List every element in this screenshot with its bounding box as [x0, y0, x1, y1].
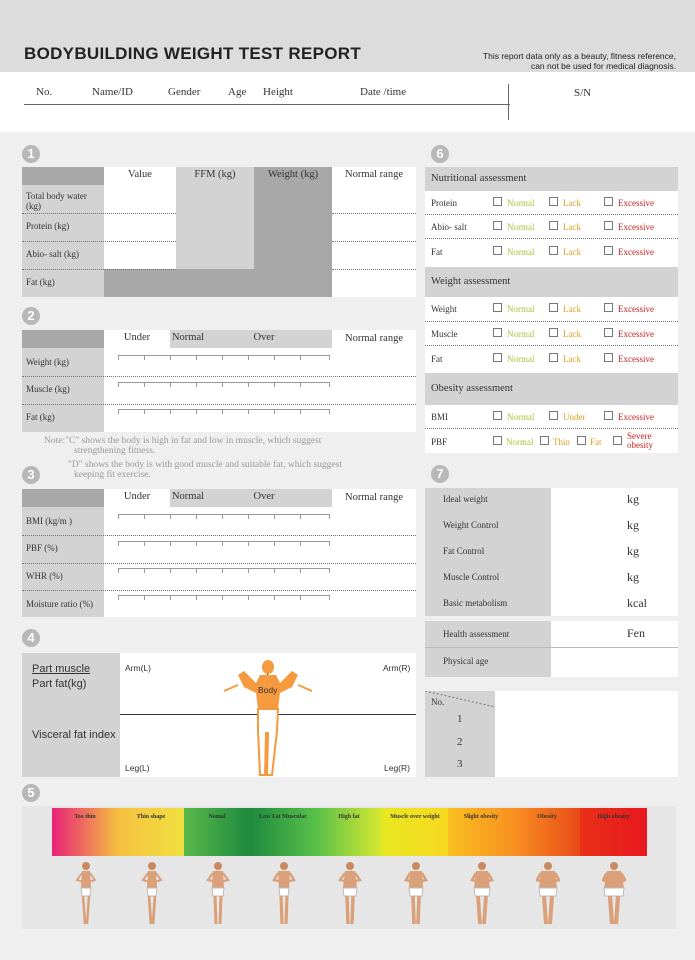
s1-col-value: Value — [128, 169, 152, 180]
section-5-number: 5 — [22, 784, 40, 802]
weight-fat-excessive-label: Excessive — [618, 354, 654, 364]
s2-divider — [22, 404, 416, 405]
disclaimer-line1: This report data only as a beauty, fitness reference, — [482, 51, 676, 61]
s2-note-c — [44, 436, 321, 456]
body-type-figures — [52, 860, 647, 926]
section-4-panel — [22, 653, 416, 777]
s4-arm-left: Arm(L) — [125, 663, 151, 673]
s6-nutrition-title: Nutritional assessment — [431, 173, 527, 184]
s3-col-range: Normal range — [344, 492, 404, 503]
pbf-normal-label: Normal — [506, 437, 534, 447]
pbf-thin-checkbox[interactable] — [540, 436, 549, 445]
weight-fat-lack-checkbox[interactable] — [549, 353, 558, 362]
muscle-normal-label: Normal — [507, 329, 535, 339]
s7-ideal-weight-unit: kg — [627, 492, 639, 506]
bmi-normal-label: Normal — [507, 412, 535, 422]
s2-note-d-line2: keeping fit exercise. — [74, 470, 151, 480]
s3-pbf-scale — [118, 541, 330, 549]
scale-high-obesity: High obesity — [580, 808, 647, 856]
s7-history-panel — [425, 691, 678, 777]
s3-col-normal: Normal — [171, 491, 205, 502]
s2-note-d — [68, 460, 342, 480]
scale-too-thin: Too thin — [52, 808, 118, 856]
s1-divider — [332, 241, 416, 242]
section-1-number: 1 — [22, 145, 40, 163]
pbf-severe-label — [627, 432, 653, 450]
s3-whr-scale — [118, 568, 330, 576]
s4-leg-left: Leg(L) — [125, 763, 150, 773]
s1-fat-row-fill — [104, 269, 332, 297]
s7-muscle-control-unit: kg — [627, 570, 639, 584]
info-divider — [508, 84, 509, 120]
s7-health-assessment: Health assessment — [443, 629, 510, 639]
figure-too-thin-icon — [74, 860, 98, 926]
s2-note-c-line1: Note:"C" shows the body is high in fat and low in muscle, which suggest — [44, 436, 322, 446]
scale-thin-shape: Thin shape — [118, 808, 184, 856]
s6-weight-label: Weight — [431, 304, 457, 314]
s3-divider — [22, 590, 416, 591]
section-6-panel — [425, 167, 678, 453]
section-7-number: 7 — [431, 465, 449, 483]
scale-low-fat-muscular: Low Fat Muscular — [250, 808, 316, 856]
s6-divider — [425, 428, 678, 429]
s2-weight-scale — [118, 355, 330, 363]
s2-muscle-scale — [118, 382, 330, 390]
s1-divider — [22, 241, 176, 242]
s6-obesity-title: Obesity assessment — [431, 383, 513, 394]
salt-lack-label: Lack — [563, 222, 581, 232]
field-gender: Gender — [168, 86, 201, 98]
salt-normal-checkbox[interactable] — [493, 221, 502, 230]
s2-col-over: Over — [253, 332, 275, 343]
s1-divider — [22, 269, 176, 270]
s1-corner — [22, 167, 104, 185]
s4-body-label: Body — [258, 685, 278, 695]
figure-low-fat-muscular-icon — [272, 860, 296, 926]
s7-basic-metabolism-unit: kcal — [627, 596, 647, 610]
s6-salt-label: Abio- salt — [431, 222, 467, 232]
figure-normal-icon — [206, 860, 230, 926]
section-6-number: 6 — [431, 145, 449, 163]
weight-excessive-label: Excessive — [618, 304, 654, 314]
s2-fat-scale — [118, 409, 330, 417]
figure-high-fat-icon — [338, 860, 362, 926]
field-date: Date /time — [360, 86, 407, 98]
s7-row-3: 3 — [457, 758, 463, 770]
s2-col-range: Normal range — [344, 333, 404, 344]
s1-col-weight: Weight (kg) — [267, 169, 319, 180]
weight-fat-excessive-checkbox[interactable] — [604, 353, 613, 362]
scale-high-fat: High fat — [316, 808, 382, 856]
s6-divider — [425, 345, 678, 346]
section-3-number: 3 — [22, 466, 40, 484]
s4-arm-right: Arm(R) — [383, 663, 411, 673]
s4-visceral: Visceral fat index — [32, 729, 116, 741]
protein-normal-checkbox[interactable] — [493, 197, 502, 206]
s1-row-protein: Protein (kg) — [26, 221, 70, 231]
section-7-panel — [425, 488, 678, 616]
report-title: BODYBUILDING WEIGHT TEST REPORT — [24, 44, 362, 63]
s2-col-normal: Normal — [171, 332, 205, 343]
s1-row-water: Total body water (kg) — [26, 191, 87, 211]
s6-weight-title: Weight assessment — [431, 276, 511, 287]
s7-health-value: Fen — [627, 626, 645, 640]
s7-health-divider — [425, 647, 678, 648]
s2-corner — [22, 330, 104, 348]
s6-divider — [425, 214, 678, 215]
weight-normal-label: Normal — [507, 304, 535, 314]
section-1-panel — [22, 167, 416, 297]
s1-ffm-col — [176, 167, 254, 269]
muscle-normal-checkbox[interactable] — [493, 328, 502, 337]
bmi-under-checkbox[interactable] — [549, 411, 558, 420]
s7-row-1: 1 — [457, 713, 463, 725]
s1-col-ffm: FFM (kg) — [194, 169, 236, 180]
pbf-severe-checkbox[interactable] — [613, 436, 622, 445]
s6-divider — [425, 321, 678, 322]
bmi-excessive-checkbox[interactable] — [604, 411, 613, 420]
pbf-fat-checkbox[interactable] — [577, 436, 586, 445]
body-figure-icon — [220, 657, 316, 777]
s2-row-fat: Fat (kg) — [26, 412, 55, 422]
salt-normal-label: Normal — [507, 222, 535, 232]
s7-row-2: 2 — [457, 736, 463, 748]
s3-divider — [22, 563, 416, 564]
s6-divider — [425, 238, 678, 239]
nutrition-fat-excessive-checkbox[interactable] — [604, 246, 613, 255]
s7-fat-control-unit: kg — [627, 544, 639, 558]
bmi-under-label: Under — [563, 412, 586, 422]
muscle-lack-checkbox[interactable] — [549, 328, 558, 337]
scale-nomal: Nomal — [184, 808, 250, 856]
muscle-excessive-label: Excessive — [618, 329, 654, 339]
figure-obesity-icon — [536, 860, 560, 926]
weight-normal-checkbox[interactable] — [493, 303, 502, 312]
salt-excessive-label: Excessive — [618, 222, 654, 232]
s4-leg-right: Leg(R) — [384, 763, 410, 773]
s3-bmi-scale — [118, 514, 330, 522]
s7-muscle-control: Muscle Control — [443, 572, 500, 582]
s1-col-range: Normal range — [344, 169, 404, 180]
s4-part-muscle: Part muscle — [32, 663, 91, 675]
s7-basic-metabolism: Basic metabolism — [443, 598, 508, 608]
s7-physical-age: Physical age — [443, 656, 489, 666]
protein-lack-checkbox[interactable] — [549, 197, 558, 206]
s1-row-salt: Abio- salt (kg) — [26, 249, 79, 259]
pbf-fat-label: Fat — [590, 437, 602, 447]
pbf-severe-line1: Severe — [627, 431, 652, 441]
weight-excessive-checkbox[interactable] — [604, 303, 613, 312]
weight-lack-checkbox[interactable] — [549, 303, 558, 312]
bmi-excessive-label: Excessive — [618, 412, 654, 422]
s6-muscle-label: Muscle — [431, 329, 458, 339]
s6-protein-label: Protein — [431, 198, 457, 208]
s1-divider — [22, 213, 176, 214]
s1-divider — [332, 213, 416, 214]
scale-slight-obesity: Slight obesity — [448, 808, 514, 856]
disclaimer-line2: can not be used for medical diagnosis. — [530, 61, 676, 71]
s1-row-fat: Fat (kg) — [26, 277, 55, 287]
figure-slight-obesity-icon — [470, 860, 494, 926]
s2-note-d-line1: "D" shows the body is with good muscle and suitable fat, which suggest — [68, 460, 342, 470]
protein-normal-label: Normal — [507, 198, 535, 208]
s3-corner — [22, 489, 104, 507]
s6-bmi-label: BMI — [431, 412, 449, 422]
protein-excessive-checkbox[interactable] — [604, 197, 613, 206]
protein-excessive-label: Excessive — [618, 198, 654, 208]
protein-lack-label: Lack — [563, 198, 581, 208]
section-2-panel — [22, 330, 416, 432]
bmi-normal-checkbox[interactable] — [493, 411, 502, 420]
s3-col-over: Over — [253, 491, 275, 502]
s3-col-under: Under — [123, 491, 151, 502]
nutrition-fat-excessive-label: Excessive — [618, 247, 654, 257]
s2-divider — [22, 376, 416, 377]
s3-row-pbf: PBF (%) — [26, 543, 58, 553]
pbf-thin-label: Thin — [553, 437, 570, 447]
s2-row-weight: Weight (kg) — [26, 357, 70, 367]
s6-fat-label: Fat — [431, 247, 443, 257]
s2-col-under: Under — [123, 332, 151, 343]
s7-health-panel — [425, 621, 678, 677]
body-type-scale — [52, 808, 647, 856]
scale-muscle-over-weight: Muscle over weight — [382, 808, 448, 856]
s1-divider — [332, 269, 416, 270]
s7-no-label: No. — [431, 697, 445, 707]
weight-fat-normal-label: Normal — [507, 354, 535, 364]
scale-obesity: Obesity — [514, 808, 580, 856]
s3-row-moisture: Moisture ratio (%) — [26, 599, 93, 609]
muscle-lack-label: Lack — [563, 329, 581, 339]
nutrition-fat-normal-label: Normal — [507, 247, 535, 257]
field-no: No. — [36, 86, 53, 98]
salt-excessive-checkbox[interactable] — [604, 221, 613, 230]
weight-lack-label: Lack — [563, 304, 581, 314]
nutrition-fat-lack-label: Lack — [563, 247, 581, 257]
pbf-severe-line2: obesity — [627, 440, 653, 450]
section-3-panel — [22, 489, 416, 617]
nutrition-fat-lack-checkbox[interactable] — [549, 246, 558, 255]
serial-number-label: S/N — [574, 87, 592, 99]
weight-fat-lack-label: Lack — [563, 354, 581, 364]
s7-ideal-weight: Ideal weight — [443, 494, 488, 504]
s2-note-c-line2: strengthening fitness. — [74, 446, 156, 456]
s4-part-fat: Part fat(kg) — [32, 678, 87, 690]
s2-row-muscle: Muscle (kg) — [26, 384, 70, 394]
weight-fat-normal-checkbox[interactable] — [493, 353, 502, 362]
pbf-normal-checkbox[interactable] — [493, 436, 502, 445]
nutrition-fat-normal-checkbox[interactable] — [493, 246, 502, 255]
s7-weight-control: Weight Control — [443, 520, 499, 530]
s3-row-whr: WHR (%) — [26, 571, 63, 581]
disclaimer — [440, 51, 676, 71]
figure-muscle-over-weight-icon — [404, 860, 428, 926]
field-age: Age — [228, 86, 247, 98]
muscle-excessive-checkbox[interactable] — [604, 328, 613, 337]
info-underline — [24, 104, 510, 105]
section-4-number: 4 — [22, 629, 40, 647]
s6-wfat-label: Fat — [431, 354, 443, 364]
figure-high-obesity-icon — [602, 860, 626, 926]
s6-pbf-label: PBF — [431, 437, 448, 447]
salt-lack-checkbox[interactable] — [549, 221, 558, 230]
s7-fat-control: Fat Control — [443, 546, 485, 556]
figure-thin-shape-icon — [140, 860, 164, 926]
field-height: Height — [263, 86, 293, 98]
info-box — [0, 72, 695, 132]
s3-divider — [22, 535, 416, 536]
s7-weight-control-unit: kg — [627, 518, 639, 532]
s3-moisture-scale — [118, 595, 330, 603]
section-2-number: 2 — [22, 307, 40, 325]
field-name: Name/ID — [92, 86, 133, 98]
s3-row-bmi: BMI (kg/m ) — [26, 516, 72, 526]
